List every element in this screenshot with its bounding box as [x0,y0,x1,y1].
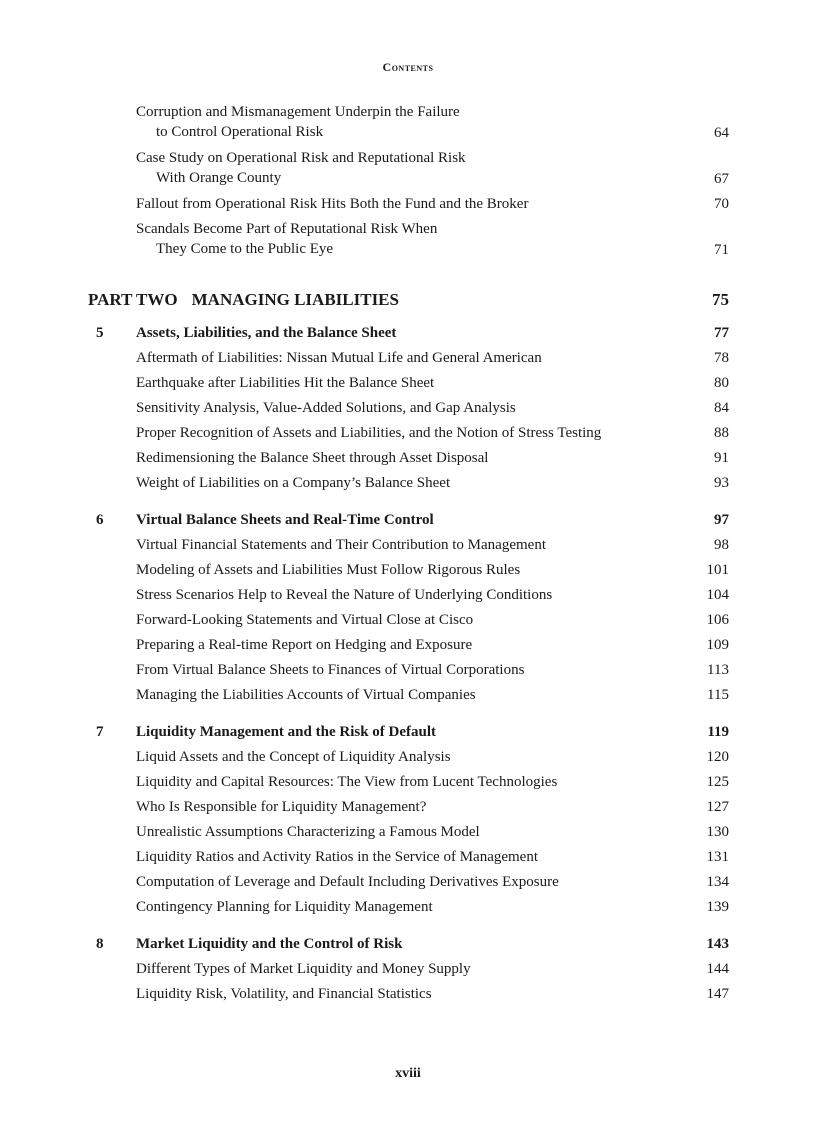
toc-entry[interactable] [0,192,816,217]
toc-entry-title: Liquidity and Capital Resources: The View from Lucent Technologies [136,774,558,790]
running-head: Contents [382,60,434,74]
toc-entry-title: Contingency Planning for Liquidity Management [136,899,433,915]
toc-entry-title: Managing the Liabilities Accounts of Virtual Companies [136,687,476,703]
toc-entry-title-cont: to Control Operational Risk [156,124,324,140]
toc-entry-page: 64 [714,125,729,141]
chapter-number: 7 [96,724,104,740]
toc-entry-title-cont: They Come to the Public Eye [156,241,334,257]
toc-entry[interactable] [0,658,816,683]
part-label: PART TWO [88,290,178,309]
toc-entry[interactable] [0,446,816,471]
part-page: 75 [712,290,729,309]
toc-entry[interactable] [0,558,816,583]
toc-entry-title: Computation of Leverage and Default Including Derivatives Exposure [136,874,559,890]
toc-entry-title: Unrealistic Assumptions Characterizing a Famous Model [136,824,480,840]
toc-entry[interactable] [0,770,816,795]
toc-entry-page: 70 [714,196,729,212]
chapter-number: 6 [96,512,104,528]
toc-entry-page: 71 [714,242,729,258]
toc-entry-page: 144 [706,961,729,977]
toc-entry-title: Scandals Become Part of Reputational Risk When [136,221,438,237]
toc-entry-title: Modeling of Assets and Liabilities Must Follow Rigorous Rules [136,562,521,578]
toc-entry[interactable] [0,795,816,820]
toc-entry-page: 120 [706,749,729,765]
toc-entry-title: Aftermath of Liabilities: Nissan Mutual Life and General American [136,350,542,366]
toc-entry-page: 106 [706,612,729,628]
toc-entry-page: 78 [714,350,729,366]
toc-entry[interactable] [0,583,816,608]
toc-entry[interactable] [0,608,816,633]
toc-entry-page: 113 [707,662,729,678]
chapter-page: 143 [706,936,729,952]
chapter-heading[interactable] [0,508,816,533]
toc-entry[interactable] [0,845,816,870]
toc-entry[interactable] [0,957,816,982]
part-heading[interactable] [0,287,816,321]
toc-entry-page: 147 [706,986,729,1002]
toc-entry-page: 80 [714,375,729,391]
toc-entry-page: 127 [706,799,729,815]
toc-entry-title: Preparing a Real-time Report on Hedging and Exposure [136,637,473,653]
toc-entry[interactable] [0,471,816,496]
toc-entry-page: 67 [714,171,729,187]
chapter-heading[interactable] [0,321,816,346]
chapter-number: 5 [96,325,104,341]
toc-entry-page: 91 [714,450,729,466]
toc-entry-page: 93 [714,475,729,491]
toc-entry[interactable] [0,683,816,708]
toc-entry-title-cont: With Orange County [156,170,282,186]
toc-entry-title: Liquidity Risk, Volatility, and Financial Statistics [136,986,432,1002]
toc-entry[interactable] [0,217,816,263]
toc-entry-page: 101 [706,562,729,578]
toc-entry-title: Fallout from Operational Risk Hits Both the Fund and the Broker [136,196,529,212]
toc-entry-title: Earthquake after Liabilities Hit the Balance Sheet [136,375,435,391]
toc-entry-page: 88 [714,425,729,441]
chapter-title: Assets, Liabilities, and the Balance Sheet [136,325,397,341]
toc-entry-title: Case Study on Operational Risk and Reputational Risk [136,150,466,166]
chapter-number: 8 [96,936,104,952]
chapter-heading[interactable] [0,720,816,745]
toc-entry-page: 98 [714,537,729,553]
toc-entry-page: 109 [706,637,729,653]
table-of-contents [0,100,816,1007]
toc-entry-page: 125 [706,774,729,790]
toc-entry-page: 139 [706,899,729,915]
chapter-title: Market Liquidity and the Control of Risk [136,936,403,952]
toc-entry[interactable] [0,895,816,920]
toc-entry-title: Redimensioning the Balance Sheet through Asset Disposal [136,450,489,466]
toc-entry[interactable] [0,982,816,1007]
toc-entry-title: Forward-Looking Statements and Virtual Close at Cisco [136,612,474,628]
toc-entry[interactable] [0,146,816,192]
toc-entry-page: 84 [714,400,729,416]
toc-entry-title: Stress Scenarios Help to Reveal the Nature of Underlying Conditions [136,587,553,603]
toc-entry-page: 134 [706,874,729,890]
toc-entry[interactable] [0,745,816,770]
toc-entry[interactable] [0,100,816,146]
toc-entry[interactable] [0,346,816,371]
toc-entry-title: Weight of Liabilities on a Company’s Balance Sheet [136,475,451,491]
chapter-title: Liquidity Management and the Risk of Default [136,724,437,740]
toc-entry-page: 131 [706,849,729,865]
chapter-heading[interactable] [0,932,816,957]
toc-entry-page: 115 [707,687,729,703]
toc-entry-title: Virtual Financial Statements and Their Contribution to Management [136,537,546,553]
toc-entry-title: Liquid Assets and the Concept of Liquidity Analysis [136,749,451,765]
toc-entry-title: Sensitivity Analysis, Value-Added Solutions, and Gap Analysis [136,400,516,416]
toc-entry[interactable] [0,396,816,421]
page-number: xviii [395,1066,421,1081]
chapter-page: 97 [714,512,729,528]
toc-entry[interactable] [0,820,816,845]
toc-entry-title: Proper Recognition of Assets and Liabilities, and the Notion of Stress Testing [136,425,602,441]
toc-entry[interactable] [0,371,816,396]
toc-entry-page: 130 [706,824,729,840]
chapter-page: 119 [707,724,729,740]
toc-entry-title: Who Is Responsible for Liquidity Management? [136,799,427,815]
chapter-title: Virtual Balance Sheets and Real-Time Control [136,512,434,528]
toc-entry-title: Corruption and Mismanagement Underpin the Failure [136,104,460,120]
toc-entry-page: 104 [706,587,729,603]
part-title: MANAGING LIABILITIES [191,290,399,309]
toc-entry[interactable] [0,633,816,658]
toc-entry[interactable] [0,421,816,446]
chapter-page: 77 [714,325,729,341]
toc-entry[interactable] [0,533,816,558]
toc-entry-title: Different Types of Market Liquidity and Money Supply [136,961,471,977]
toc-entry-title: From Virtual Balance Sheets to Finances of Virtual Corporations [136,662,525,678]
toc-entry[interactable] [0,870,816,895]
toc-entry-title: Liquidity Ratios and Activity Ratios in the Service of Management [136,849,539,865]
